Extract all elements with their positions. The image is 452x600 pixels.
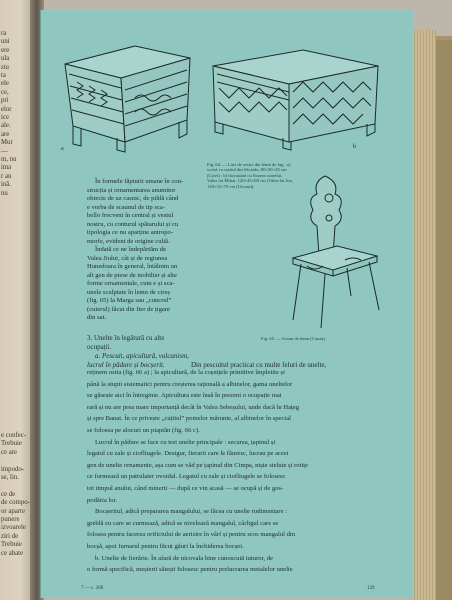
left-page-line: ce,	[1, 88, 9, 96]
subsection-a-heading: a. Pescuit, apicultură, vulcanism,	[95, 352, 189, 360]
paragraph-line: o formă specifică, meșterii sătești folosesc pentru prelucrarea metalelor unelte	[87, 566, 293, 574]
left-page-line: ula	[1, 55, 10, 63]
column-text-line: obiecte de uz casnic, de pildă când	[87, 195, 179, 202]
chest-b-illustration	[203, 32, 383, 152]
left-page-line: ce are	[1, 448, 18, 456]
paragraph-line: folosea pentru facerea orificiului de aerisire în vârf și pentru scos mangalul din	[87, 531, 295, 539]
left-page-line: nu	[1, 189, 8, 197]
paragraph-line: se găsește aici în întregime. Apicultura este însă în prezent o ocupație mai	[87, 392, 282, 400]
left-page-line: ere	[1, 46, 10, 54]
paragraph-line: podăria lor.	[87, 496, 118, 504]
paragraph-line: legatul cu zale și ciofliugele. Desigur, fierarii care le făuresc, lucrau pe acest	[87, 450, 289, 458]
column-text-line: forme ornamentale, cum e și sca-	[87, 280, 175, 287]
left-page-line: ină.	[1, 181, 12, 189]
column-text-line: e vorba de scaunul de tip sca-	[87, 203, 165, 211]
column-text-line: din sat.	[87, 314, 107, 321]
page-edges	[412, 30, 436, 600]
paragraph-line: se folosea pe alocuri un piaptăn (fig. 66 c).	[87, 427, 200, 434]
footer-signature-mark: 7 — c. 300	[81, 586, 104, 591]
left-page-line: uni	[1, 38, 10, 46]
column-text-line: bello frecvent în central și vestul	[87, 212, 174, 219]
paragraph-line: și spre Banat. În ce privește „cuțitul” pomelor mărunte, al albinelor în special	[87, 415, 291, 423]
left-page-line: pri	[1, 97, 9, 105]
left-page-line: elor	[1, 105, 12, 113]
column-text-line: (cuierul) făcut din fier de țigani	[87, 305, 170, 313]
chair-illustration	[285, 170, 385, 330]
fig64-label-a: a	[61, 146, 64, 152]
left-page-line: ice	[1, 114, 9, 121]
column-text-line: Îndată ce ne îndepărtăm de	[95, 246, 167, 253]
left-page-line: ale.	[1, 122, 11, 130]
left-page-line: Mur	[1, 139, 13, 147]
paragraph-line: Lucrul în pădure se face cu trei unelte principale : securea, țapinul și	[95, 438, 276, 446]
left-page-line: ra	[1, 30, 7, 37]
paragraph-line: Bocșeritul, adică prepararea mangalului, se făcea cu unelte rudimentare :	[95, 508, 288, 516]
left-page-line: —	[1, 147, 8, 155]
left-page-line: ziri de	[1, 532, 19, 540]
left-page-fragment	[0, 0, 34, 600]
fig64-caption: Fig. 64. — Lăzi de zestre din lemn de fag : a) scrisă cu cuțitul din Săcărâu, 80×50×45 cm (Cicei) ; b) încrustată cu floarea soarelui, Valea lui Mihai, 120×45×68 cm (Valea lui Ion, 130×52×70 cm (Uioara)).	[207, 162, 293, 189]
column-text-line: unele sculptate în lemn de cireș	[87, 288, 170, 296]
book-cover-right	[436, 40, 452, 600]
section-3-heading-cont: ocupații.	[87, 342, 112, 351]
left-page-line: punere	[1, 516, 20, 523]
paragraph-line: greblă cu care se curmează, adică se nivelează mangalul, cârligul care se	[87, 519, 279, 527]
paragraph-line: b. Unelte de fierărie. În afară de nicovala bine cunoscută tuturor, de	[95, 554, 274, 562]
paragraph-line: reținem ostia (fig. 66 a) ; la apicultură, de la coșnițele primitive împletite și	[87, 369, 285, 376]
left-page-line: Trebuie	[1, 541, 22, 549]
left-page-line: e confec-	[1, 432, 27, 439]
left-page-line: m, nu	[1, 156, 17, 163]
paragraph-line: până la stupii sistematici pentru creșterea rațională a albinelor, gama uneltelor	[87, 380, 293, 388]
column-text-line: nostru, cu conturul spătarului și cu	[87, 220, 179, 228]
subsection-a-heading-cont: lucrul în pădure și bocșerit.	[87, 360, 165, 369]
left-page-line: stu	[1, 63, 9, 71]
column-text-line: (fig. 65) la Marga sau „cuncrul”	[87, 297, 172, 304]
left-page-line: izvoarele	[1, 524, 26, 532]
paragraph-line: ce formează un patrulater ovoidal. Legatul cu zale și ciofliugele se folosesc	[87, 473, 286, 481]
left-page-line: ima	[1, 164, 12, 172]
left-page-line: or aparte	[1, 507, 25, 515]
left-page-line: ele	[1, 80, 9, 88]
paragraph-line: tot timpul anului, când minerii — după ce vin acasă — se ocupă și de gos-	[87, 485, 284, 492]
column-text-line: În formele făpturii umane în con-	[95, 178, 184, 185]
fig64-label-b: b	[353, 144, 356, 150]
left-page-line: se, lin.	[1, 474, 19, 481]
fig65-caption: Fig. 65. — Scaun de lemn (Cunaș).	[261, 336, 326, 341]
left-page-line: Trebuie	[1, 440, 22, 448]
column-text-line: alt gen de piese de mobilier și alte	[87, 271, 177, 279]
right-page	[40, 10, 413, 598]
paragraph-line: bocșă, apoi furnarul pentru făcut găuri la închiderea bocșei.	[87, 543, 244, 550]
left-page-line: r au	[1, 172, 12, 180]
left-page-line: ta	[1, 72, 6, 79]
subsection-a-first-line: Din pescuitul practicat cu multe feluri de unelte,	[191, 360, 327, 369]
chest-a-illustration	[55, 34, 195, 154]
left-page-line: de compo-	[1, 499, 30, 507]
left-page-line: ce abate	[1, 549, 24, 557]
paragraph-line: gen de unelte ornamente, așa cum se văd pe țapinul din Cimpa, niște stelute și rotițe	[87, 461, 309, 469]
page-number: 129	[367, 586, 375, 591]
paragraph-line: rară și nu are prea mare importanță decât în Valea Sebeșului, unde dacă în Hațeg	[87, 403, 300, 411]
left-page-line: ce de	[1, 490, 16, 498]
column-text-line: Valea Jiului, cât și de regiunea	[87, 254, 168, 262]
section-3-heading: 3. Unelte în legătură cu alte	[87, 334, 165, 342]
left-page-line: impodo-	[1, 465, 25, 473]
column-text-line: strucția și ornamentarea anumitor	[87, 186, 176, 194]
column-text-line: Hunedoara în general, întâlnim un	[87, 263, 178, 270]
left-page-line: are	[1, 130, 10, 138]
column-text-line: morfe, evident de origine cultă.	[87, 237, 170, 245]
column-text-line: tipologia ce nu aparține antropo-	[87, 229, 174, 236]
